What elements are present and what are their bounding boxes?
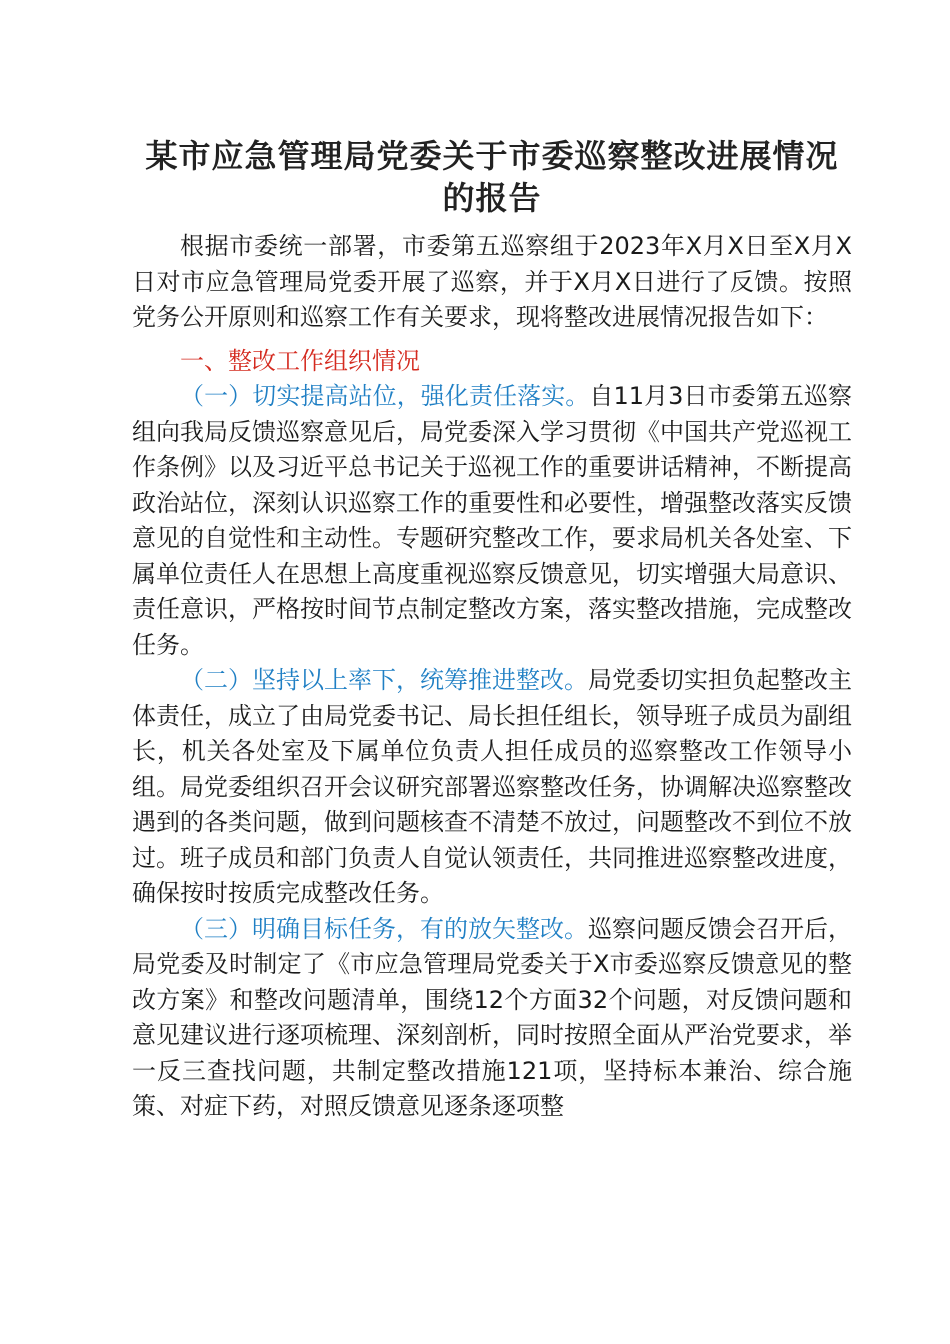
item-2-lead: （二）坚持以上率下，统筹推进整改。 [180, 666, 588, 694]
section-item-1 [132, 379, 852, 663]
item-1-lead: （一）切实提高站位，强化责任落实。 [180, 382, 590, 410]
section-heading: 一、整改工作组织情况 [180, 346, 420, 375]
item-3-body: 巡察问题反馈会召开后，局党委及时制定了《市应急管理局党委关于X市委巡察反馈意见的整改方案》和整改问题清单，围绕12个方面32个问题，对反馈问题和意见建议进行逐项梳理、深刻剖析，同时按照全面从严治党要求，举一反三查找问题，共制定整改措施121项，坚持标本兼治、综合施策、对症下药，对照反馈意见逐条逐项整 [132, 914, 852, 1120]
item-2-body: 局党委切实担负起整改主体责任，成立了由局党委书记、局长担任组长，领导班子成员为副组长，机关各处室及下属单位负责人担任成员的巡察整改工作领导小组。局党委组织召开会议研究部署巡察整改任务，协调解决巡察整改遇到的各类问题，做到问题核查不清楚不放过，问题整改不到位不放过。班子成员和部门负责人自觉认领责任，共同推进巡察整改进度，确保按时按质完成整改任务。 [132, 666, 852, 907]
intro-paragraph: 根据市委统一部署，市委第五巡察组于2023年X月X日至X月X日对市应急管理局党委开展了巡察，并于X月X日进行了反馈。按照党务公开原则和巡察工作有关要求，现将整改进展情况报告如下： [132, 232, 852, 331]
document-page [132, 135, 852, 1125]
section-item-2 [132, 663, 852, 912]
item-3-lead: （三）明确目标任务，有的放矢整改。 [180, 914, 588, 943]
item-1-body: 自11月3日市委第五巡察组向我局反馈巡察意见后，局党委深入学习贯彻《中国共产党巡视工作条例》以及习近平总书记关于巡视工作的重要讲话精神，不断提高政治站位，深刻认识巡察工作的重要性和必要性，增强整改落实反馈意见的自觉性和主动性。专题研究整改工作，要求局机关各处室、下属单位责任人在思想上高度重视巡察反馈意见，切实增强大局意识、责任意识，严格按时间节点制定整改方案，落实整改措施，完成整改任务。 [132, 382, 853, 659]
section-item-3 [132, 912, 852, 1125]
document-title: 某市应急管理局党委关于市委巡察整改进展情况的报告 [145, 137, 839, 217]
